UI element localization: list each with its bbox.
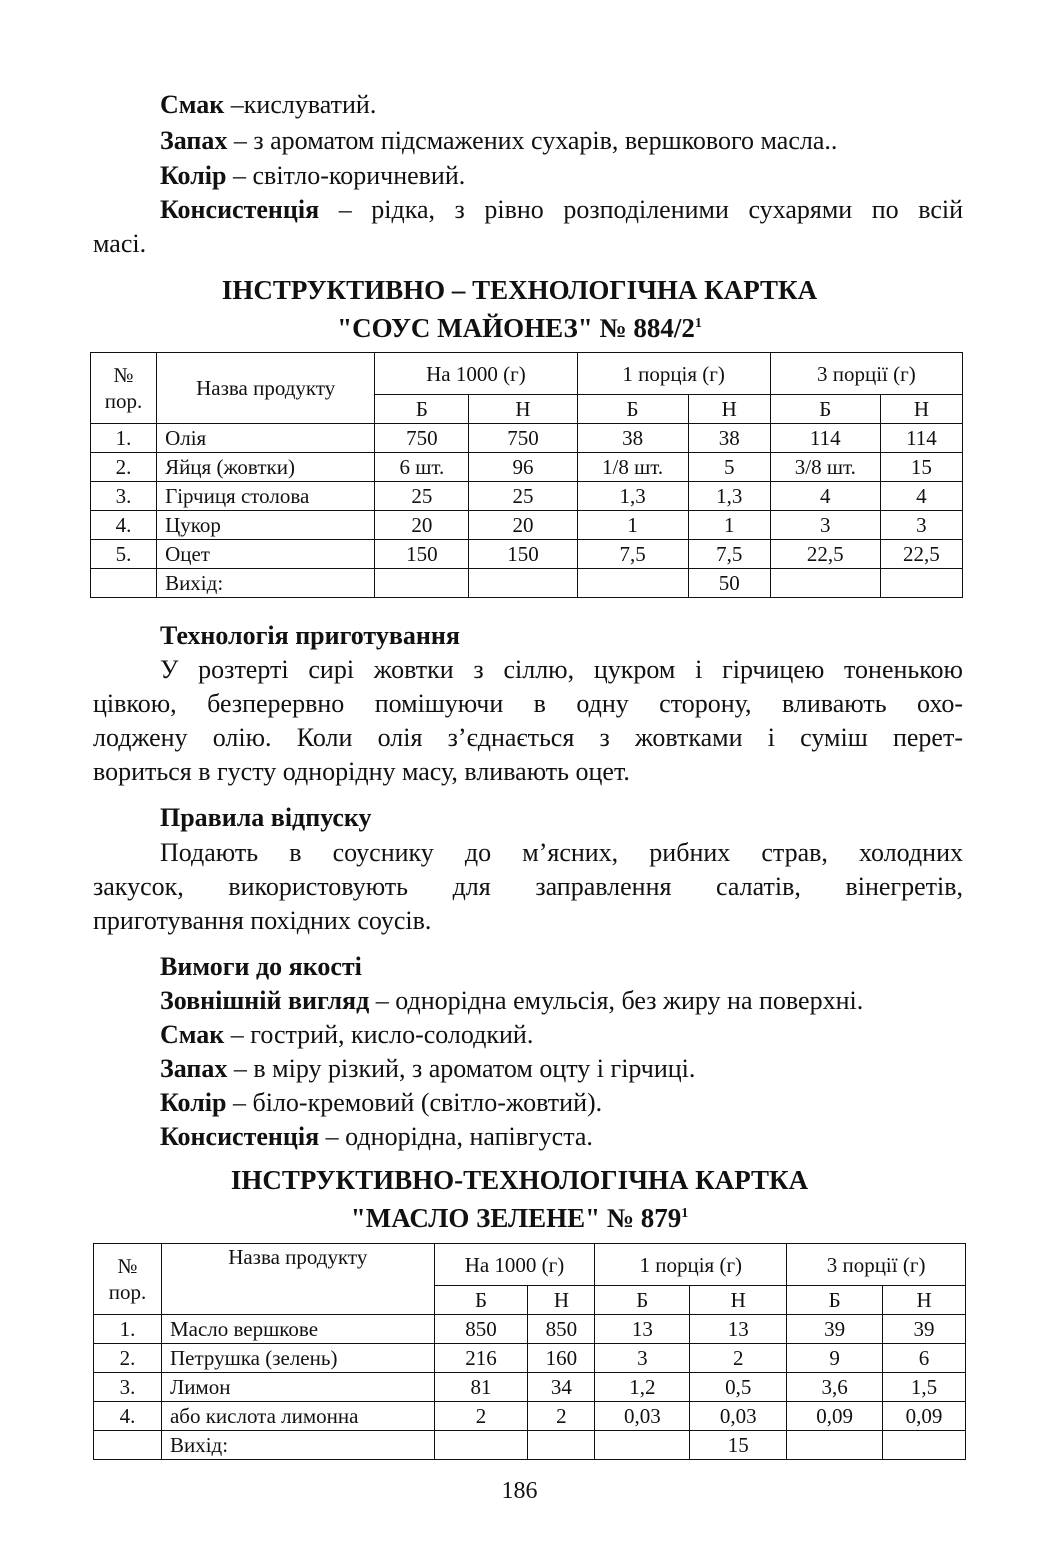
cell-value: 1,3 [577, 482, 688, 511]
card1-header-row [91, 353, 963, 395]
empty-cell [469, 569, 577, 598]
row-product-name: Оцет [157, 540, 375, 569]
row-number: 4. [91, 511, 157, 540]
cell-value: 9 [787, 1344, 883, 1373]
table-row [91, 540, 963, 569]
cell-value: 38 [577, 424, 688, 453]
card1-header-per1000: На 1000 (г) [375, 353, 577, 395]
cell-value: 3/8 шт. [770, 453, 880, 482]
tech-line-2: цівкою, безперервно помішуючи в одну сторону, вливають охо- [93, 689, 963, 718]
cell-value: 4 [880, 482, 962, 511]
cell-value: 0,09 [787, 1402, 883, 1431]
cell-value: 3 [770, 511, 880, 540]
card1-table [90, 352, 963, 598]
cell-value: 13 [595, 1315, 690, 1344]
empty-cell [770, 569, 880, 598]
cell-value: 22,5 [880, 540, 962, 569]
label-color: Колір [160, 161, 227, 190]
tech-line-1: У розтерті сирі жовтки з сіллю, цукром і гірчицею тоненькою [160, 655, 963, 684]
cell-value: 0,5 [690, 1373, 787, 1402]
card2-sub-b1: Б [434, 1286, 528, 1315]
output-label: Вихід: [161, 1431, 434, 1460]
row-product-name: Гірчиця столова [157, 482, 375, 511]
cell-value: 6 шт. [375, 453, 469, 482]
empty-cell [434, 1431, 528, 1460]
card1-header-product: Назва продукту [157, 353, 375, 424]
cell-value: 20 [375, 511, 469, 540]
card1-header-3portions: 3 порції (г) [770, 353, 962, 395]
card2-sub-b2: Б [595, 1286, 690, 1315]
card2-sub-b3: Б [787, 1286, 883, 1315]
card1-title-line2 [0, 308, 1039, 344]
quality-text: – однорідна емульсія, без жиру на поверхні. [369, 986, 864, 1015]
cell-value: 1,3 [688, 482, 770, 511]
label-taste: Смак [160, 90, 225, 119]
card1-sub-b2: Б [577, 395, 688, 424]
table-row [91, 453, 963, 482]
row-product-name: Яйця (жовтки) [157, 453, 375, 482]
cell-value: 20 [469, 511, 577, 540]
card1-output-row [91, 569, 963, 598]
serve-line-1: Подають в соуснику до м’ясних, рибних страв, холодних [160, 838, 963, 867]
quality-label: Зовнішній вигляд [160, 986, 370, 1015]
cell-value: 160 [528, 1344, 595, 1373]
quality-item [160, 1020, 533, 1050]
cell-value: 150 [469, 540, 577, 569]
cell-value: 39 [883, 1315, 966, 1344]
cell-value: 3 [880, 511, 962, 540]
card2-sub-n2: Н [690, 1286, 787, 1315]
cell-value: 1,2 [595, 1373, 690, 1402]
card1-sub-n2: Н [688, 395, 770, 424]
text-consistency: – рідка, з рівно розподіленими сухарями по всій [319, 195, 963, 224]
cell-value: 2 [690, 1344, 787, 1373]
quality-item [160, 1122, 593, 1152]
card1-header-no: № пор. [91, 353, 157, 424]
cell-value: 2 [528, 1402, 595, 1431]
cell-value: 1,5 [883, 1373, 966, 1402]
card1-sub-b1: Б [375, 395, 469, 424]
quality-item [160, 986, 863, 1016]
table-row [91, 511, 963, 540]
row-product-name: Олія [157, 424, 375, 453]
text-smell: – з ароматом підсмажених сухарів, вершкового масла.. [227, 126, 838, 155]
card1-title-sup: 1 [694, 316, 702, 331]
card2-title-text: "МАСЛО ЗЕЛЕНЕ" № 879 [350, 1203, 682, 1233]
cell-value: 850 [528, 1315, 595, 1344]
card2-header-row [94, 1244, 966, 1286]
output-value: 50 [688, 569, 770, 598]
cell-value: 0,03 [595, 1402, 690, 1431]
card2-header-per1000: На 1000 (г) [434, 1244, 595, 1286]
card1-sub-n1: Н [469, 395, 577, 424]
empty-cell [883, 1431, 966, 1460]
cell-value: 22,5 [770, 540, 880, 569]
empty-cell [787, 1431, 883, 1460]
cell-value: 750 [469, 424, 577, 453]
page-number: 186 [501, 1478, 538, 1504]
cell-value: 216 [434, 1344, 528, 1373]
empty-cell [91, 569, 157, 598]
card2-sub-n3: Н [883, 1286, 966, 1315]
cell-value: 114 [880, 424, 962, 453]
card1-title-text: "СОУС МАЙОНЕЗ" № 884/2 [337, 313, 695, 343]
cell-value: 34 [528, 1373, 595, 1402]
cell-value: 7,5 [688, 540, 770, 569]
cell-value: 0,09 [883, 1402, 966, 1431]
tech-line-4: вориться в густу однорідну масу, вливають оцет. [93, 757, 630, 786]
cell-value: 13 [690, 1315, 787, 1344]
row-number: 2. [91, 453, 157, 482]
cell-value: 25 [375, 482, 469, 511]
card2-header-1portion: 1 порція (г) [595, 1244, 787, 1286]
quality-text: – в міру різкий, з ароматом оцту і гірчиці. [227, 1054, 696, 1083]
cell-value: 3,6 [787, 1373, 883, 1402]
table-row [94, 1344, 966, 1373]
empty-cell [528, 1431, 595, 1460]
cell-value: 96 [469, 453, 577, 482]
card2-title-sup: 1 [681, 1206, 689, 1221]
empty-cell [94, 1431, 162, 1460]
cell-value: 25 [469, 482, 577, 511]
cell-value: 150 [375, 540, 469, 569]
row-number: 2. [94, 1344, 162, 1373]
tech-line-3: лоджену олію. Коли олія з’єднається з жовтками і суміш перет- [93, 723, 963, 752]
quality-label: Консистенція [160, 1122, 320, 1151]
quality-text: – однорідна, напівгуста. [319, 1122, 593, 1151]
table-row [94, 1315, 966, 1344]
quality-text: – гострий, кисло-солодкий. [224, 1020, 534, 1049]
card1-header-1portion: 1 порція (г) [577, 353, 770, 395]
cell-value: 114 [770, 424, 880, 453]
quality-heading: Вимоги до якості [160, 952, 362, 981]
quality-text: – біло-кремовий (світло-жовтий). [226, 1088, 603, 1117]
quality-item [160, 1088, 602, 1118]
intro-line-smell [160, 126, 837, 156]
row-product-name: або кислота лимонна [161, 1402, 434, 1431]
table-row [91, 482, 963, 511]
text-taste: –кислуватий. [224, 90, 377, 119]
tech-heading: Технологія приготування [160, 621, 460, 650]
row-product-name: Лимон [161, 1373, 434, 1402]
card2-table [93, 1243, 966, 1460]
cell-value: 39 [787, 1315, 883, 1344]
text-color: – світло-коричневий. [226, 161, 466, 190]
intro-line-taste [160, 90, 376, 120]
cell-value: 7,5 [577, 540, 688, 569]
intro-line-continuation: масі. [93, 229, 147, 258]
cell-value: 1 [577, 511, 688, 540]
row-number: 4. [94, 1402, 162, 1431]
row-product-name: Масло вершкове [161, 1315, 434, 1344]
quality-label: Запах [160, 1054, 228, 1083]
card2-header-product: Назва продукту [161, 1244, 434, 1315]
card2-title-line2 [0, 1198, 1039, 1234]
table-row [91, 424, 963, 453]
row-number: 3. [94, 1373, 162, 1402]
empty-cell [375, 569, 469, 598]
row-product-name: Цукор [157, 511, 375, 540]
intro-line-consistency [160, 195, 963, 225]
cell-value: 2 [434, 1402, 528, 1431]
serve-line-3: приготування похідних соусів. [93, 906, 432, 935]
empty-cell [577, 569, 688, 598]
quality-item [160, 1054, 695, 1084]
empty-cell [880, 569, 962, 598]
row-number: 1. [94, 1315, 162, 1344]
card2-output-row [94, 1431, 966, 1460]
cell-value: 1 [688, 511, 770, 540]
empty-cell [595, 1431, 690, 1460]
cell-value: 81 [434, 1373, 528, 1402]
cell-value: 4 [770, 482, 880, 511]
row-number: 3. [91, 482, 157, 511]
output-value: 15 [690, 1431, 787, 1460]
quality-label: Смак [160, 1020, 225, 1049]
cell-value: 1/8 шт. [577, 453, 688, 482]
card2-title-line1: ІНСТРУКТИВНО-ТЕХНОЛОГІЧНА КАРТКА [230, 1165, 809, 1195]
row-number: 1. [91, 424, 157, 453]
output-label: Вихід: [157, 569, 375, 598]
cell-value: 750 [375, 424, 469, 453]
cell-value: 6 [883, 1344, 966, 1373]
row-number: 5. [91, 540, 157, 569]
intro-line-color [160, 161, 465, 191]
cell-value: 15 [880, 453, 962, 482]
cell-value: 0,03 [690, 1402, 787, 1431]
card2-header-3portions: 3 порції (г) [787, 1244, 966, 1286]
serve-line-2: закусок, використовують для заправлення салатів, вінегретів, [93, 872, 963, 901]
serve-heading: Правила відпуску [160, 803, 372, 832]
card2-sub-n1: Н [528, 1286, 595, 1315]
cell-value: 5 [688, 453, 770, 482]
cell-value: 38 [688, 424, 770, 453]
cell-value: 3 [595, 1344, 690, 1373]
table-row [94, 1373, 966, 1402]
card1-sub-n3: Н [880, 395, 962, 424]
table-row [94, 1402, 966, 1431]
quality-label: Колір [160, 1088, 227, 1117]
label-consistency: Консистенція [160, 195, 320, 224]
card1-sub-b3: Б [770, 395, 880, 424]
label-smell: Запах [160, 126, 228, 155]
card1-title-line1: ІНСТРУКТИВНО – ТЕХНОЛОГІЧНА КАРТКА [221, 275, 818, 305]
card2-header-no: № пор. [94, 1244, 162, 1315]
cell-value: 850 [434, 1315, 528, 1344]
row-product-name: Петрушка (зелень) [161, 1344, 434, 1373]
